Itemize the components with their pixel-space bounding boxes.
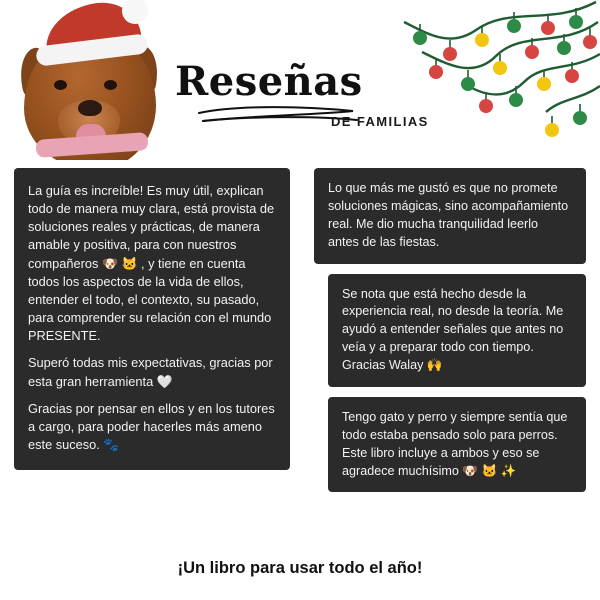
header (0, 0, 600, 160)
review-card (14, 168, 290, 470)
title-block (175, 58, 455, 129)
review-paragraph: Tengo gato y perro y siempre sentía que todo estaba pensado solo para perros. Este libro incluye a ambos y eso se agradece muchísimo 🐶 🐱 ✨ (342, 409, 568, 478)
review-paragraph: Lo que más me gustó es que no promete soluciones mágicas, sino acompañamiento real. Me dio mucha tranquilidad leerlo antes de las fiestas. (328, 181, 569, 249)
footer-tagline: ¡Un libro para usar todo el año! (177, 559, 423, 577)
dog-eye-left-icon (54, 80, 67, 90)
santa-hat-pom-icon (122, 0, 148, 24)
reviews-left-column (14, 168, 290, 480)
page-title: Reseñas (175, 58, 363, 105)
review-paragraph: Gracias por pensar en ellos y en los tutores a cargo, para poder hacerles más ameno este suceso. 🐾 (28, 400, 275, 453)
review-card (328, 274, 586, 387)
review-card (314, 168, 586, 264)
dog-eye-right-icon (104, 80, 117, 90)
dog-photo (18, 0, 168, 160)
page-subtitle: DE FAMILIAS (331, 114, 429, 129)
review-paragraph: Se nota que está hecho desde la experiencia real, no desde la teoría. Me ayudó a entender señales que antes no veía y a preparar todo con tiempo. Gracias Walay 🙌 (342, 286, 564, 372)
dog-nose-icon (78, 100, 102, 116)
review-card (328, 397, 586, 493)
reviews-right-column (314, 168, 586, 502)
review-paragraph: La guía es increíble! Es muy útil, explican todo de manera muy clara, está provista de soluciones reales y prácticas, de manera amable y positiva, para con nuestros compañeros 🐶 🐱 , y tiene en cuenta todos los aspectos de la vida de ellos, entender el todo, el contexto, su pasado, para comprender su relación con el mundo PRESENTE. (28, 183, 275, 344)
review-paragraph: Superó todas mis expectativas, gracias por esta gran herramienta 🤍 (28, 355, 273, 389)
